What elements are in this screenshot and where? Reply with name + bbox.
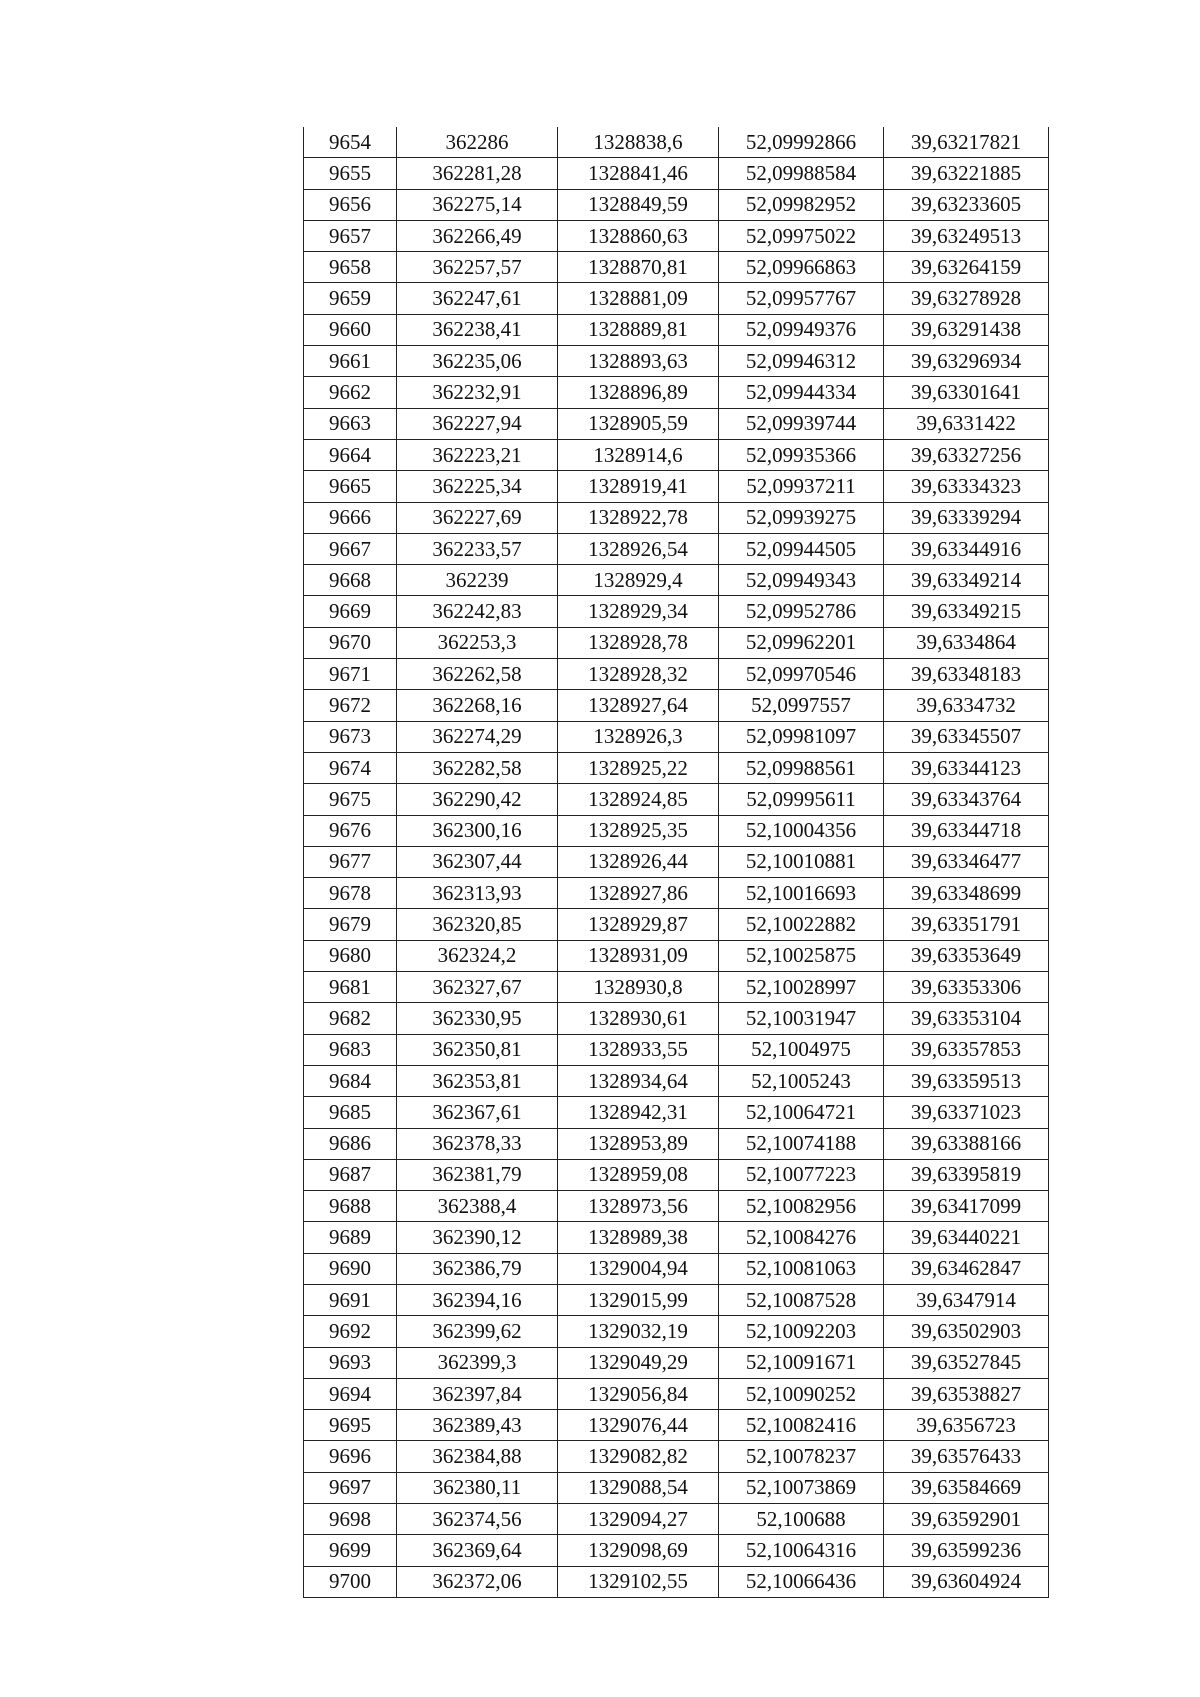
- y-coordinate-cell: 1328931,09: [558, 940, 719, 971]
- table-row: [304, 752, 1049, 783]
- table-row: [304, 1316, 1049, 1347]
- latitude-cell: 52,10028997: [719, 972, 884, 1003]
- point-number-cell: 9658: [304, 252, 397, 283]
- y-coordinate-cell: 1328928,78: [558, 627, 719, 658]
- longitude-cell: 39,63349214: [884, 565, 1049, 596]
- point-number-cell: 9678: [304, 878, 397, 909]
- table-row: [304, 690, 1049, 721]
- point-number-cell: 9685: [304, 1097, 397, 1128]
- x-coordinate-cell: 362397,84: [397, 1378, 558, 1409]
- y-coordinate-cell: 1328889,81: [558, 314, 719, 345]
- x-coordinate-cell: 362378,33: [397, 1128, 558, 1159]
- x-coordinate-cell: 362390,12: [397, 1222, 558, 1253]
- longitude-cell: 39,63538827: [884, 1378, 1049, 1409]
- longitude-cell: 39,63502903: [884, 1316, 1049, 1347]
- y-coordinate-cell: 1329015,99: [558, 1284, 719, 1315]
- y-coordinate-cell: 1328841,46: [558, 158, 719, 189]
- latitude-cell: 52,1004975: [719, 1034, 884, 1065]
- y-coordinate-cell: 1328896,89: [558, 377, 719, 408]
- longitude-cell: 39,63343764: [884, 784, 1049, 815]
- longitude-cell: 39,63353104: [884, 1003, 1049, 1034]
- table-row: [304, 471, 1049, 502]
- point-number-cell: 9692: [304, 1316, 397, 1347]
- point-number-cell: 9672: [304, 690, 397, 721]
- y-coordinate-cell: 1328928,32: [558, 659, 719, 690]
- x-coordinate-cell: 362384,88: [397, 1441, 558, 1472]
- y-coordinate-cell: 1328927,86: [558, 878, 719, 909]
- longitude-cell: 39,63357853: [884, 1034, 1049, 1065]
- point-number-cell: 9670: [304, 627, 397, 658]
- y-coordinate-cell: 1328914,6: [558, 439, 719, 470]
- y-coordinate-cell: 1328930,8: [558, 972, 719, 1003]
- latitude-cell: 52,10004356: [719, 815, 884, 846]
- point-number-cell: 9661: [304, 346, 397, 377]
- x-coordinate-cell: 362227,69: [397, 502, 558, 533]
- y-coordinate-cell: 1329049,29: [558, 1347, 719, 1378]
- x-coordinate-cell: 362399,62: [397, 1316, 558, 1347]
- y-coordinate-cell: 1329082,82: [558, 1441, 719, 1472]
- table-row: [304, 533, 1049, 564]
- x-coordinate-cell: 362353,81: [397, 1065, 558, 1096]
- point-number-cell: 9682: [304, 1003, 397, 1034]
- x-coordinate-cell: 362386,79: [397, 1253, 558, 1284]
- table-row: [304, 878, 1049, 909]
- longitude-cell: 39,63344123: [884, 752, 1049, 783]
- longitude-cell: 39,63417099: [884, 1191, 1049, 1222]
- y-coordinate-cell: 1329102,55: [558, 1566, 719, 1597]
- table-row: [304, 1222, 1049, 1253]
- latitude-cell: 52,10092203: [719, 1316, 884, 1347]
- table-row: [304, 502, 1049, 533]
- y-coordinate-cell: 1328919,41: [558, 471, 719, 502]
- x-coordinate-cell: 362389,43: [397, 1410, 558, 1441]
- y-coordinate-cell: 1328925,35: [558, 815, 719, 846]
- x-coordinate-cell: 362313,93: [397, 878, 558, 909]
- longitude-cell: 39,63346477: [884, 846, 1049, 877]
- point-number-cell: 9671: [304, 659, 397, 690]
- y-coordinate-cell: 1328989,38: [558, 1222, 719, 1253]
- point-number-cell: 9687: [304, 1159, 397, 1190]
- latitude-cell: 52,09944334: [719, 377, 884, 408]
- longitude-cell: 39,63301641: [884, 377, 1049, 408]
- longitude-cell: 39,63249513: [884, 220, 1049, 251]
- y-coordinate-cell: 1328942,31: [558, 1097, 719, 1128]
- latitude-cell: 52,09992866: [719, 127, 884, 158]
- table-row: [304, 314, 1049, 345]
- point-number-cell: 9677: [304, 846, 397, 877]
- longitude-cell: 39,63462847: [884, 1253, 1049, 1284]
- longitude-cell: 39,63264159: [884, 252, 1049, 283]
- x-coordinate-cell: 362300,16: [397, 815, 558, 846]
- longitude-cell: 39,63233605: [884, 189, 1049, 220]
- longitude-cell: 39,63576433: [884, 1441, 1049, 1472]
- table-row: [304, 252, 1049, 283]
- latitude-cell: 52,10087528: [719, 1284, 884, 1315]
- point-number-cell: 9667: [304, 533, 397, 564]
- latitude-cell: 52,09966863: [719, 252, 884, 283]
- x-coordinate-cell: 362253,3: [397, 627, 558, 658]
- x-coordinate-cell: 362235,06: [397, 346, 558, 377]
- point-number-cell: 9686: [304, 1128, 397, 1159]
- point-number-cell: 9681: [304, 972, 397, 1003]
- x-coordinate-cell: 362350,81: [397, 1034, 558, 1065]
- table-row: [304, 972, 1049, 1003]
- table-row: [304, 283, 1049, 314]
- table-row: [304, 1535, 1049, 1566]
- point-number-cell: 9684: [304, 1065, 397, 1096]
- y-coordinate-cell: 1328926,44: [558, 846, 719, 877]
- y-coordinate-cell: 1329004,94: [558, 1253, 719, 1284]
- longitude-cell: 39,63327256: [884, 439, 1049, 470]
- point-number-cell: 9659: [304, 283, 397, 314]
- longitude-cell: 39,6356723: [884, 1410, 1049, 1441]
- point-number-cell: 9665: [304, 471, 397, 502]
- table-row: [304, 1034, 1049, 1065]
- latitude-cell: 52,10022882: [719, 909, 884, 940]
- longitude-cell: 39,63599236: [884, 1535, 1049, 1566]
- point-number-cell: 9669: [304, 596, 397, 627]
- latitude-cell: 52,10010881: [719, 846, 884, 877]
- table-row: [304, 220, 1049, 251]
- y-coordinate-cell: 1328933,55: [558, 1034, 719, 1065]
- x-coordinate-cell: 362307,44: [397, 846, 558, 877]
- y-coordinate-cell: 1328959,08: [558, 1159, 719, 1190]
- point-number-cell: 9697: [304, 1472, 397, 1503]
- longitude-cell: 39,63351791: [884, 909, 1049, 940]
- point-number-cell: 9695: [304, 1410, 397, 1441]
- point-number-cell: 9657: [304, 220, 397, 251]
- longitude-cell: 39,63371023: [884, 1097, 1049, 1128]
- point-number-cell: 9696: [304, 1441, 397, 1472]
- table-row: [304, 408, 1049, 439]
- x-coordinate-cell: 362257,57: [397, 252, 558, 283]
- latitude-cell: 52,09962201: [719, 627, 884, 658]
- x-coordinate-cell: 362233,57: [397, 533, 558, 564]
- longitude-cell: 39,63353649: [884, 940, 1049, 971]
- latitude-cell: 52,100688: [719, 1504, 884, 1535]
- longitude-cell: 39,63359513: [884, 1065, 1049, 1096]
- x-coordinate-cell: 362290,42: [397, 784, 558, 815]
- x-coordinate-cell: 362388,4: [397, 1191, 558, 1222]
- x-coordinate-cell: 362242,83: [397, 596, 558, 627]
- x-coordinate-cell: 362330,95: [397, 1003, 558, 1034]
- table-row: [304, 189, 1049, 220]
- longitude-cell: 39,6331422: [884, 408, 1049, 439]
- latitude-cell: 52,10077223: [719, 1159, 884, 1190]
- longitude-cell: 39,6334864: [884, 627, 1049, 658]
- latitude-cell: 52,10084276: [719, 1222, 884, 1253]
- table-row: [304, 1003, 1049, 1034]
- table-row: [304, 659, 1049, 690]
- point-number-cell: 9694: [304, 1378, 397, 1409]
- y-coordinate-cell: 1328934,64: [558, 1065, 719, 1096]
- point-number-cell: 9654: [304, 127, 397, 158]
- longitude-cell: 39,6347914: [884, 1284, 1049, 1315]
- table-row: [304, 346, 1049, 377]
- longitude-cell: 39,63291438: [884, 314, 1049, 345]
- latitude-cell: 52,09957767: [719, 283, 884, 314]
- table-row: [304, 940, 1049, 971]
- y-coordinate-cell: 1328922,78: [558, 502, 719, 533]
- x-coordinate-cell: 362374,56: [397, 1504, 558, 1535]
- x-coordinate-cell: 362227,94: [397, 408, 558, 439]
- x-coordinate-cell: 362238,41: [397, 314, 558, 345]
- latitude-cell: 52,09946312: [719, 346, 884, 377]
- x-coordinate-cell: 362394,16: [397, 1284, 558, 1315]
- point-number-cell: 9673: [304, 721, 397, 752]
- point-number-cell: 9688: [304, 1191, 397, 1222]
- y-coordinate-cell: 1329056,84: [558, 1378, 719, 1409]
- latitude-cell: 52,09949376: [719, 314, 884, 345]
- latitude-cell: 52,10081063: [719, 1253, 884, 1284]
- x-coordinate-cell: 362372,06: [397, 1566, 558, 1597]
- x-coordinate-cell: 362281,28: [397, 158, 558, 189]
- y-coordinate-cell: 1329098,69: [558, 1535, 719, 1566]
- point-number-cell: 9679: [304, 909, 397, 940]
- table-row: [304, 909, 1049, 940]
- x-coordinate-cell: 362239: [397, 565, 558, 596]
- latitude-cell: 52,09970546: [719, 659, 884, 690]
- y-coordinate-cell: 1328893,63: [558, 346, 719, 377]
- table-row: [304, 627, 1049, 658]
- point-number-cell: 9699: [304, 1535, 397, 1566]
- latitude-cell: 52,09944505: [719, 533, 884, 564]
- y-coordinate-cell: 1328870,81: [558, 252, 719, 283]
- latitude-cell: 52,09935366: [719, 439, 884, 470]
- latitude-cell: 52,10073869: [719, 1472, 884, 1503]
- longitude-cell: 39,63348183: [884, 659, 1049, 690]
- latitude-cell: 52,10064721: [719, 1097, 884, 1128]
- latitude-cell: 52,1005243: [719, 1065, 884, 1096]
- table-row: [304, 377, 1049, 408]
- latitude-cell: 52,09988584: [719, 158, 884, 189]
- table-row: [304, 1472, 1049, 1503]
- y-coordinate-cell: 1328849,59: [558, 189, 719, 220]
- table-row: [304, 1441, 1049, 1472]
- point-number-cell: 9693: [304, 1347, 397, 1378]
- x-coordinate-cell: 362320,85: [397, 909, 558, 940]
- latitude-cell: 52,10064316: [719, 1535, 884, 1566]
- x-coordinate-cell: 362324,2: [397, 940, 558, 971]
- longitude-cell: 39,63440221: [884, 1222, 1049, 1253]
- point-number-cell: 9664: [304, 439, 397, 470]
- x-coordinate-cell: 362274,29: [397, 721, 558, 752]
- table-row: [304, 1347, 1049, 1378]
- x-coordinate-cell: 362247,61: [397, 283, 558, 314]
- latitude-cell: 52,09981097: [719, 721, 884, 752]
- y-coordinate-cell: 1328924,85: [558, 784, 719, 815]
- longitude-cell: 39,63604924: [884, 1566, 1049, 1597]
- x-coordinate-cell: 362286: [397, 127, 558, 158]
- point-number-cell: 9689: [304, 1222, 397, 1253]
- point-number-cell: 9668: [304, 565, 397, 596]
- y-coordinate-cell: 1328953,89: [558, 1128, 719, 1159]
- point-number-cell: 9666: [304, 502, 397, 533]
- y-coordinate-cell: 1328929,34: [558, 596, 719, 627]
- x-coordinate-cell: 362266,49: [397, 220, 558, 251]
- point-number-cell: 9690: [304, 1253, 397, 1284]
- latitude-cell: 52,09939744: [719, 408, 884, 439]
- y-coordinate-cell: 1328925,22: [558, 752, 719, 783]
- y-coordinate-cell: 1329094,27: [558, 1504, 719, 1535]
- table-row: [304, 1253, 1049, 1284]
- longitude-cell: 39,63344718: [884, 815, 1049, 846]
- latitude-cell: 52,10074188: [719, 1128, 884, 1159]
- y-coordinate-cell: 1328973,56: [558, 1191, 719, 1222]
- x-coordinate-cell: 362223,21: [397, 439, 558, 470]
- latitude-cell: 52,10078237: [719, 1441, 884, 1472]
- table-row: [304, 1191, 1049, 1222]
- point-number-cell: 9655: [304, 158, 397, 189]
- table-row: [304, 1159, 1049, 1190]
- table-row: [304, 1378, 1049, 1409]
- latitude-cell: 52,10025875: [719, 940, 884, 971]
- table-row: [304, 721, 1049, 752]
- longitude-cell: 39,63527845: [884, 1347, 1049, 1378]
- longitude-cell: 39,63592901: [884, 1504, 1049, 1535]
- y-coordinate-cell: 1329076,44: [558, 1410, 719, 1441]
- latitude-cell: 52,09995611: [719, 784, 884, 815]
- latitude-cell: 52,0997557: [719, 690, 884, 721]
- point-number-cell: 9676: [304, 815, 397, 846]
- table-row: [304, 158, 1049, 189]
- latitude-cell: 52,09949343: [719, 565, 884, 596]
- longitude-cell: 39,63395819: [884, 1159, 1049, 1190]
- table-row: [304, 815, 1049, 846]
- x-coordinate-cell: 362268,16: [397, 690, 558, 721]
- table-row: [304, 1128, 1049, 1159]
- table-row: [304, 1410, 1049, 1441]
- point-number-cell: 9691: [304, 1284, 397, 1315]
- table-row: [304, 565, 1049, 596]
- x-coordinate-cell: 362380,11: [397, 1472, 558, 1503]
- latitude-cell: 52,10091671: [719, 1347, 884, 1378]
- x-coordinate-cell: 362399,3: [397, 1347, 558, 1378]
- y-coordinate-cell: 1328926,54: [558, 533, 719, 564]
- x-coordinate-cell: 362369,64: [397, 1535, 558, 1566]
- y-coordinate-cell: 1328927,64: [558, 690, 719, 721]
- x-coordinate-cell: 362282,58: [397, 752, 558, 783]
- point-number-cell: 9675: [304, 784, 397, 815]
- point-number-cell: 9674: [304, 752, 397, 783]
- y-coordinate-cell: 1328881,09: [558, 283, 719, 314]
- point-number-cell: 9698: [304, 1504, 397, 1535]
- longitude-cell: 39,63584669: [884, 1472, 1049, 1503]
- longitude-cell: 39,63388166: [884, 1128, 1049, 1159]
- table-row: [304, 784, 1049, 815]
- table-row: [304, 1065, 1049, 1096]
- longitude-cell: 39,63339294: [884, 502, 1049, 533]
- x-coordinate-cell: 362327,67: [397, 972, 558, 1003]
- longitude-cell: 39,63217821: [884, 127, 1049, 158]
- latitude-cell: 52,09952786: [719, 596, 884, 627]
- point-number-cell: 9662: [304, 377, 397, 408]
- longitude-cell: 39,63345507: [884, 721, 1049, 752]
- coordinates-table-body: [304, 127, 1049, 1597]
- latitude-cell: 52,10016693: [719, 878, 884, 909]
- point-number-cell: 9656: [304, 189, 397, 220]
- x-coordinate-cell: 362367,61: [397, 1097, 558, 1128]
- latitude-cell: 52,10031947: [719, 1003, 884, 1034]
- point-number-cell: 9683: [304, 1034, 397, 1065]
- x-coordinate-cell: 362275,14: [397, 189, 558, 220]
- longitude-cell: 39,6334732: [884, 690, 1049, 721]
- longitude-cell: 39,63334323: [884, 471, 1049, 502]
- y-coordinate-cell: 1328929,87: [558, 909, 719, 940]
- latitude-cell: 52,10082416: [719, 1410, 884, 1441]
- point-number-cell: 9680: [304, 940, 397, 971]
- y-coordinate-cell: 1328838,6: [558, 127, 719, 158]
- table-row: [304, 127, 1049, 158]
- longitude-cell: 39,63353306: [884, 972, 1049, 1003]
- y-coordinate-cell: 1328905,59: [558, 408, 719, 439]
- table-row: [304, 1097, 1049, 1128]
- table-row: [304, 1284, 1049, 1315]
- longitude-cell: 39,63348699: [884, 878, 1049, 909]
- latitude-cell: 52,10082956: [719, 1191, 884, 1222]
- table-row: [304, 846, 1049, 877]
- point-number-cell: 9660: [304, 314, 397, 345]
- x-coordinate-cell: 362225,34: [397, 471, 558, 502]
- longitude-cell: 39,63278928: [884, 283, 1049, 314]
- y-coordinate-cell: 1328930,61: [558, 1003, 719, 1034]
- coordinates-table: [303, 127, 1049, 1598]
- latitude-cell: 52,10090252: [719, 1378, 884, 1409]
- longitude-cell: 39,63296934: [884, 346, 1049, 377]
- latitude-cell: 52,09975022: [719, 220, 884, 251]
- table-row: [304, 439, 1049, 470]
- latitude-cell: 52,09939275: [719, 502, 884, 533]
- longitude-cell: 39,63349215: [884, 596, 1049, 627]
- table-row: [304, 1504, 1049, 1535]
- y-coordinate-cell: 1329032,19: [558, 1316, 719, 1347]
- table-row: [304, 1566, 1049, 1597]
- latitude-cell: 52,09982952: [719, 189, 884, 220]
- x-coordinate-cell: 362232,91: [397, 377, 558, 408]
- point-number-cell: 9663: [304, 408, 397, 439]
- y-coordinate-cell: 1329088,54: [558, 1472, 719, 1503]
- latitude-cell: 52,09988561: [719, 752, 884, 783]
- y-coordinate-cell: 1328926,3: [558, 721, 719, 752]
- x-coordinate-cell: 362381,79: [397, 1159, 558, 1190]
- longitude-cell: 39,63344916: [884, 533, 1049, 564]
- table-row: [304, 596, 1049, 627]
- latitude-cell: 52,10066436: [719, 1566, 884, 1597]
- longitude-cell: 39,63221885: [884, 158, 1049, 189]
- point-number-cell: 9700: [304, 1566, 397, 1597]
- latitude-cell: 52,09937211: [719, 471, 884, 502]
- y-coordinate-cell: 1328929,4: [558, 565, 719, 596]
- y-coordinate-cell: 1328860,63: [558, 220, 719, 251]
- x-coordinate-cell: 362262,58: [397, 659, 558, 690]
